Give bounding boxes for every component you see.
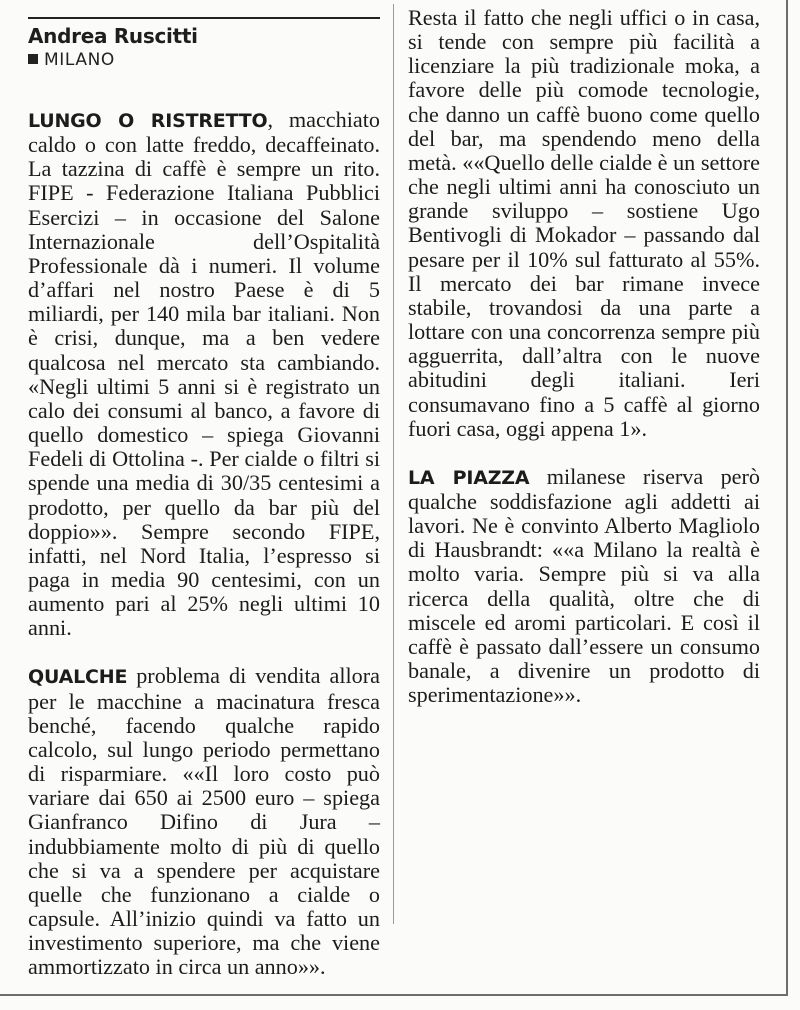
paragraph-lungo xyxy=(28,108,380,640)
paragraph-text: , macchiato caldo o con latte freddo, decaffeinato. La tazzina di caffè è sempre un rito. FIPE - Federazione Italiana Pubblici Esercizi – in occasione del Salone Internazionale dell’Ospitalità Professionale dà i numeri. Il volume d’affari nel nostro Paese è di 5 miliardi, per 140 mila bar italiani. Non è crisi, dunque, ma a ben vedere qualcosa nel mercato sta cambiando. «Negli ultimi 5 anni si è registrato un calo dei consumi al banco, a favore di quello domestico – spiega Giovanni Fedeli di Ottolina -. Per cialde o filtri si spende una media di 30/35 centesimi a prodotto, per quello da bar più del doppio»». Sempre secondo FIPE, infatti, nel Nord Italia, l’espresso si paga in media 90 centesimi, con un aumento pari al 25% negli ultimi 10 anni. xyxy=(28,107,381,641)
paragraph-text: milanese riserva però qualche soddisfazione agli addetti ai lavori. Ne è convinto Alberto Magliolo di Hausbrandt: ««a Milano la realtà è molto varia. Sempre più si va alla ricerca della qualità, oltre che di miscele ed aromi particolari. E così il caffè è passato dall’essere un consumo banale, a divenire un prodotto di sperimentazione»». xyxy=(408,463,760,708)
column-divider xyxy=(393,4,394,924)
paragraph-resta xyxy=(408,6,760,441)
location-line xyxy=(28,50,115,70)
author-byline: Andrea Ruscitti xyxy=(28,24,198,48)
paragraph-lead: QUALCHE xyxy=(28,666,128,689)
paragraph-qualche xyxy=(28,664,380,979)
paragraph-lead: LUNGO O RISTRETTO xyxy=(28,110,268,132)
paragraph-piazza xyxy=(408,465,760,708)
location-label: MILANO xyxy=(44,50,115,70)
paragraph-text: Resta il fatto che negli uffici o in casa, si tende con sempre più facilità a licenziare la più tradizionale moka, a favore delle più comode tecnologie, che danno un caffè buono come quello del bar, ma spendendo meno della metà. ««Quello delle cialde è un settore che negli ultimi anni ha conosciuto un grande sviluppo – sostiene Ugo Bentivogli di Mokador – passando dal pesare per il 10% sul fatturato al 55%. Il mercato dei bar rimane invece stabile, trovandosi da una parte a lottare con una concorrenza sempre più agguerrita, dall’altra con le nuove abitudini degli italiani. Ieri consumavano fino a 5 caffè al giorno fuori casa, oggi appena 1». xyxy=(408,5,760,441)
paragraph-lead: LA PIAZZA xyxy=(408,466,530,489)
left-column xyxy=(28,108,380,1003)
square-bullet-icon xyxy=(28,54,38,64)
top-rule xyxy=(28,17,380,19)
right-column xyxy=(408,6,760,731)
paragraph-text: problema di vendita allora per le macchine a macinatura fresca benché, facendo qualche rapido calcolo, sul lungo periodo permettano di risparmiare. ««Il loro costo può variare dai 650 ai 2500 euro – spiega Gianfranco Difino di Jura – indubbiamente molto di più di quello che si va a spendere per acquistare quelle che funzionano a cialde o capsule. All’inizio quindi va fatto un investimento superiore, ma che viene ammortizzato in circa un anno»». xyxy=(28,663,380,980)
